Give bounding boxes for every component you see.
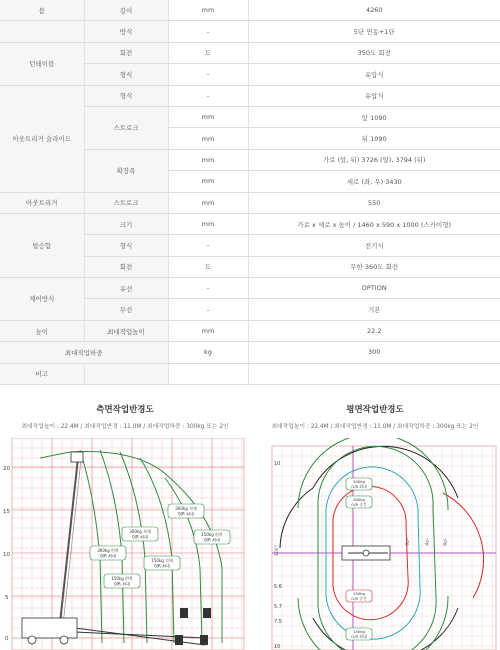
y-tick: 10 [3,552,10,558]
svg-text:0/R 최대: 0/R 최대 [114,581,130,587]
plan-label-150-mid [346,590,372,602]
spec-unit [168,363,248,384]
spec-value: 300 [248,342,500,363]
spec-value: 22.2 [248,320,500,341]
spec-value: 무한 360도 회전 [248,256,500,277]
svg-text:150kg: 150kg [353,629,365,634]
svg-text:300kg 적재: 300kg 적재 [175,506,197,511]
plan-truck [342,546,390,560]
spec-item: 회전 [84,256,168,277]
svg-text:O/R 중간: O/R 중간 [351,502,367,507]
spec-value: 550 [248,192,500,213]
spec-category: 비고 [0,363,84,384]
table-row [0,278,500,299]
spec-value: 전기식 [248,235,500,256]
side-label-150-load [144,556,180,570]
table-row [0,42,500,63]
y-tick: 0 [5,636,9,642]
svg-text:0/R 최대: 0/R 최대 [132,534,148,540]
spec-unit: - [168,21,248,42]
spec-item [84,363,168,384]
svg-text:O/R 최대: O/R 최대 [351,634,367,639]
plan-angle-label: 100° [275,545,280,556]
plan-diagram-title: 평면작업반경도 [346,405,404,415]
spec-unit: mm [168,213,248,234]
spec-item: 유선 [84,278,168,299]
svg-text:O/R 최대: O/R 최대 [351,484,367,489]
spec-item: 회전 [84,42,168,63]
svg-text:300kg 편측: 300kg 편측 [97,548,119,553]
spec-value: 앞 1090 [248,106,500,127]
svg-text:150kg 적재: 150kg 적재 [151,558,173,563]
spec-unit: mm [168,149,248,170]
spec-unit: - [168,235,248,256]
table-row [0,213,500,234]
table-row [0,0,500,21]
svg-text:300kg: 300kg [353,479,365,484]
y-tick: 5.7 [274,604,282,610]
table-row [0,85,500,106]
table-row [0,342,500,363]
y-tick: 5 [5,595,9,601]
spec-unit: 도 [168,256,248,277]
spec-item: 스트로크 [84,106,168,149]
svg-text:0/R 최대: 0/R 최대 [100,553,116,559]
spec-item: 형식 [84,85,168,106]
spec-category: 최대작업하중 [0,342,168,363]
spec-value: 유압식 [248,64,500,85]
side-diagram-subtitle: 최대작업높이 : 22.4M / 최대작업반경 : 11.0M / 최대작업하중 : 300kg 또는 2인 [21,424,229,430]
spec-value: 350도 회전 [248,42,500,63]
svg-text:300kg: 300kg [353,497,365,502]
spec-value: 유압식 [248,85,500,106]
spec-unit: mm [168,128,248,149]
plan-angle-label: 45° [425,537,432,547]
y-tick: 5.6 [274,584,282,590]
spec-item: 방식 [84,21,168,42]
spec-value: 5단 연동+1단 [248,21,500,42]
svg-text:150kg 편측: 150kg 편측 [201,532,223,537]
spec-category: 아웃트리거 [0,192,84,213]
spec-unit: kg [168,342,248,363]
spec-category: 탑승함 [0,213,84,277]
table-row [0,21,500,42]
spec-unit: - [168,64,248,85]
spec-category: 높이 [0,320,84,341]
spec-value: OPTION [248,278,500,299]
side-label-150-right [194,530,230,544]
spec-item: 형식 [84,235,168,256]
spec-category: 아웃트리거 슬라이드 [0,85,84,192]
y-tick: 15 [3,509,10,515]
spec-value: 세로 (좌, 우) 3430 [248,171,500,192]
spec-unit: mm [168,192,248,213]
spec-value: 가로 (앞, 뒤) 3726 (앞), 3794 (뒤) [248,149,500,170]
spec-item: 길이 [84,0,168,21]
y-tick: 10 [274,644,281,650]
spec-category: 붐 [0,0,84,21]
spec-unit: - [168,299,248,320]
side-label-300-side [90,546,126,560]
side-diagram-title: 측면작업반경도 [96,405,154,415]
plan-angle-label: 60° [405,537,412,547]
svg-text:300kg 적재: 300kg 적재 [129,529,151,534]
spec-item: 확장폭 [84,149,168,192]
side-label-150-side [104,574,140,588]
plan-label-150-max [346,628,372,640]
spec-item: 스트로크 [84,192,168,213]
spec-category: 제어방식 [0,278,84,321]
spec-category [0,21,84,42]
spec-item: 형식 [84,64,168,85]
spec-unit: mm [168,171,248,192]
svg-text:O/R 중간: O/R 중간 [351,596,367,601]
plan-label-300-mid [346,496,372,508]
y-tick: 10 [274,461,281,467]
spec-unit: mm [168,0,248,21]
plan-angle-label: 60° [443,537,450,547]
spec-value: 뒤 1090 [248,128,500,149]
side-label-300-mid [122,527,158,541]
spec-category: 턴테이블 [0,42,84,85]
spec-unit: 도 [168,42,248,63]
plan-diagram [258,438,498,650]
spec-item: 무선 [84,299,168,320]
side-diagram [0,438,245,650]
spec-item: 크기 [84,213,168,234]
table-row [0,320,500,341]
table-row [0,363,500,384]
spec-unit: - [168,85,248,106]
spec-value: 가로 x 세로 x 높이 / 1460 x 590 x 1000 (스카이형) [248,213,500,234]
svg-text:0/R 최대: 0/R 최대 [154,563,170,569]
spec-item: 최대작업높이 [84,320,168,341]
spec-value: 기본 [248,299,500,320]
spec-value: 4260 [248,0,500,21]
spec-unit: - [168,278,248,299]
plan-label-300-max [346,478,372,490]
y-tick: 20 [3,466,10,472]
y-tick: 7.5 [274,619,282,625]
table-row [0,192,500,213]
svg-text:0/R 최대: 0/R 최대 [204,537,220,543]
side-label-300-top [168,504,204,518]
svg-text:0/R 최대: 0/R 최대 [178,511,194,517]
svg-text:150kg: 150kg [353,591,365,596]
plan-diagram-subtitle: 최대작업높이 : 22.4M / 최대작업반경 : 11.0M / 최대작업하중 : 300kg 또는 2인 [271,424,479,430]
spec-value [248,363,500,384]
spec-unit: mm [168,320,248,341]
spec-unit: mm [168,106,248,127]
svg-text:150kg 편측: 150kg 편측 [111,576,133,581]
